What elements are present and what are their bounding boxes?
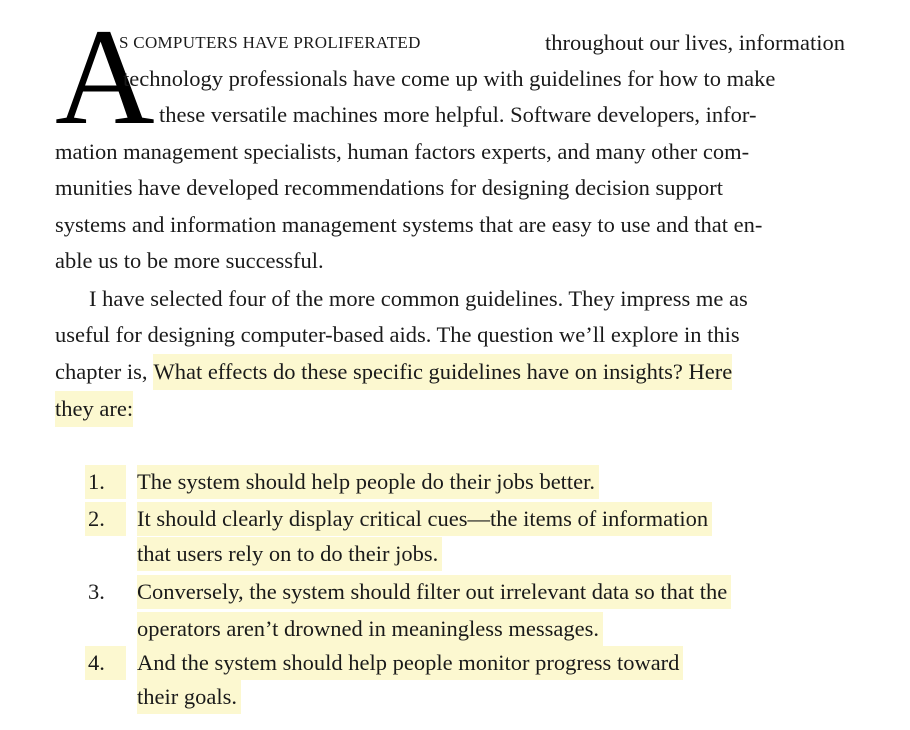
para1-line2: technology professionals have come up with guidelines for how to make bbox=[123, 66, 776, 91]
para2-line2: useful for designing computer-based aids. The question we’ll explore in this bbox=[55, 322, 740, 347]
para2-line3 bbox=[55, 354, 845, 390]
list-item-text: It should clearly display critical cues—the items of information bbox=[137, 502, 712, 536]
para1-line7: able us to be more successful. bbox=[55, 248, 324, 273]
list-item-text-continued: that users rely on to do their jobs. bbox=[137, 537, 442, 571]
drop-cap: A bbox=[55, 0, 155, 153]
para1-line5: munities have developed recommendations for designing decision support bbox=[55, 175, 723, 200]
highlighted-question: What effects do these specific guidelines have on insights? Here bbox=[153, 354, 732, 390]
highlighted-question-end: they are: bbox=[55, 391, 133, 427]
list-item-text-continued: operators aren’t drowned in meaningless messages. bbox=[137, 612, 603, 646]
list-item-text: The system should help people do their jobs better. bbox=[137, 465, 599, 499]
para1-line1-rest: throughout our lives, information bbox=[545, 30, 845, 55]
para2-line4 bbox=[55, 391, 845, 427]
list-item-number: 1. bbox=[85, 465, 126, 499]
para1-line1 bbox=[119, 25, 845, 61]
list-item-number: 3. bbox=[88, 579, 105, 604]
opening-small-caps: S COMPUTERS HAVE PROLIFERATED bbox=[119, 33, 421, 52]
list-item-text-continued: their goals. bbox=[137, 680, 241, 714]
para1-line4: mation management specialists, human factors experts, and many other com- bbox=[55, 139, 750, 164]
list-item-text: Conversely, the system should filter out irrelevant data so that the bbox=[137, 575, 731, 609]
para2-line3-plain: chapter is, bbox=[55, 359, 148, 384]
list-item-number: 2. bbox=[85, 502, 126, 536]
para2-line1: I have selected four of the more common guidelines. They impress me as bbox=[89, 286, 748, 311]
list-item-text: And the system should help people monitor progress toward bbox=[137, 646, 683, 680]
para1-line6: systems and information management systems that are easy to use and that en- bbox=[55, 212, 763, 237]
para1-line3: these versatile machines more helpful. Software developers, infor- bbox=[159, 102, 757, 127]
list-item-number: 4. bbox=[85, 646, 126, 680]
